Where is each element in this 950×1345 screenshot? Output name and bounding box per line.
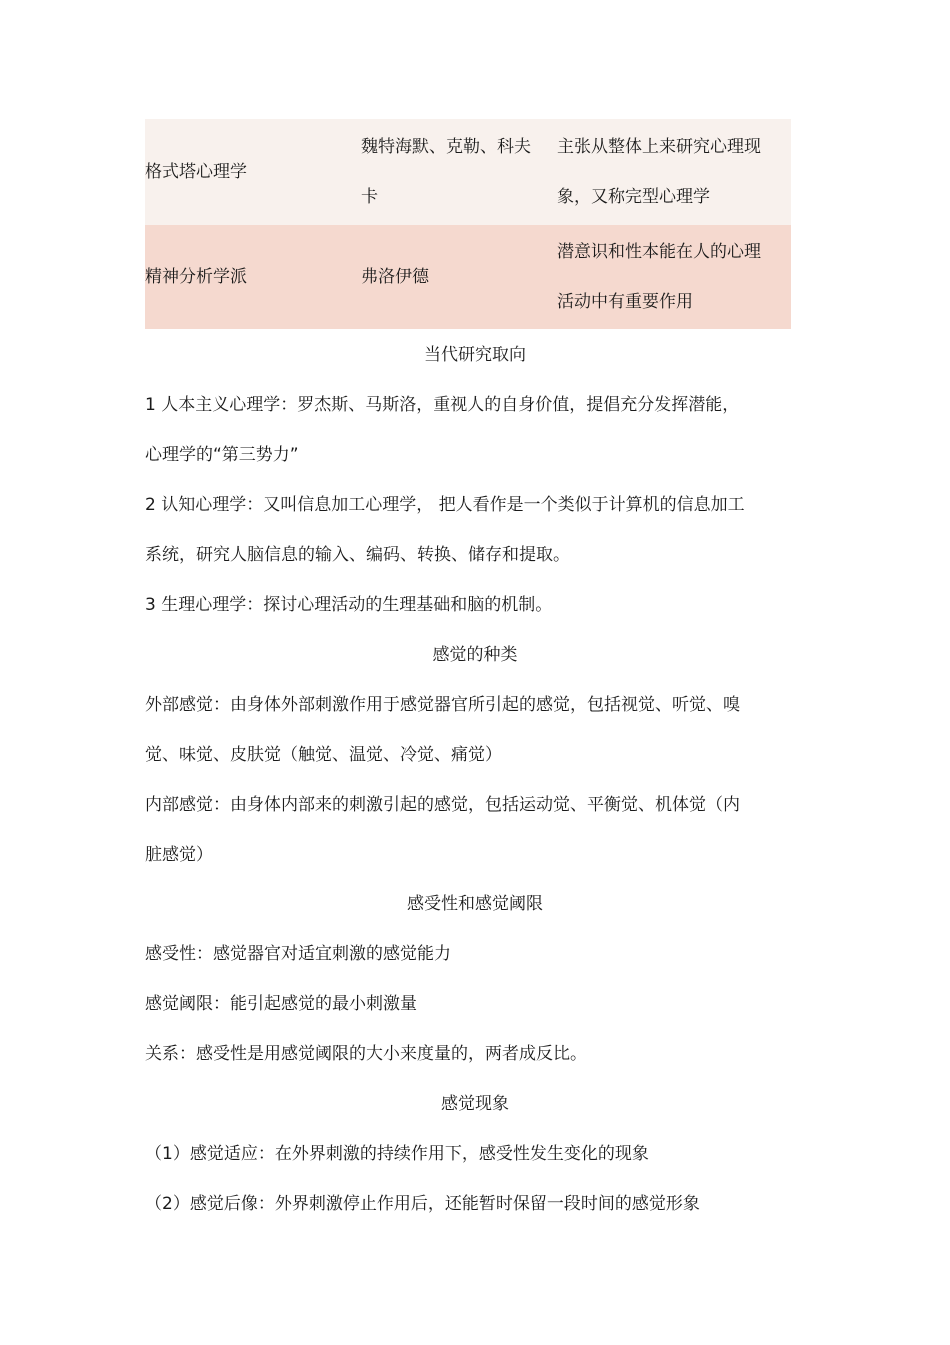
paragraph-line: 外部感觉：由身体外部刺激作用于感觉器官所引起的感觉，包括视觉、听觉、嗅 [145, 695, 740, 715]
section-heading-sensation-types: 感觉的种类 [432, 645, 518, 665]
paragraph-line: 内部感觉：由身体内部来的刺激引起的感觉，包括运动觉、平衡觉、机体觉（内 [145, 795, 740, 815]
school-name: 精神分析学派 [145, 267, 247, 287]
school-name-cell [145, 119, 361, 225]
paragraph-line: （1）感觉适应：在外界刺激的持续作用下，感受性发生变化的现象 [145, 1144, 649, 1164]
paragraph-line: 关系：感受性是用感觉阈限的大小来度量的，两者成反比。 [145, 1044, 587, 1064]
school-name: 格式塔心理学 [145, 162, 247, 182]
section-heading-sensitivity: 感受性和感觉阈限 [407, 894, 543, 914]
paragraph-line: 感觉阈限：能引起感觉的最小刺激量 [145, 994, 417, 1014]
paragraph-line: 3 生理心理学：探讨心理活动的生理基础和脑的机制。 [145, 595, 553, 615]
paragraph-line: 1 人本主义心理学：罗杰斯、马斯洛，重视人的自身价值，提倡充分发挥潜能， [145, 395, 740, 415]
representatives-line: 卡 [361, 187, 378, 207]
section-heading-modern-approaches: 当代研究取向 [424, 345, 526, 365]
paragraph-line: 觉、味觉、皮肤觉（触觉、温觉、冷觉、痛觉） [145, 745, 502, 765]
viewpoint-cell [557, 119, 791, 225]
representatives-line: 弗洛伊德 [361, 267, 429, 287]
viewpoint-line: 活动中有重要作用 [557, 292, 693, 312]
table-row [145, 225, 791, 329]
paragraph-line: （2）感觉后像：外界刺激停止作用后，还能暂时保留一段时间的感觉形象 [145, 1194, 700, 1214]
paragraph-line: 系统，研究人脑信息的输入、编码、转换、储存和提取。 [145, 545, 570, 565]
paragraph-line: 2 认知心理学：又叫信息加工心理学， 把人看作是一个类似于计算机的信息加工 [145, 495, 745, 515]
table-row [145, 119, 791, 225]
paragraph-line: 感受性：感觉器官对适宜刺激的感觉能力 [145, 944, 451, 964]
viewpoint-cell [557, 225, 791, 329]
psychology-schools-table [145, 119, 791, 329]
representatives-line: 魏特海默、克勒、科夫 [361, 137, 531, 157]
viewpoint-line: 象，又称完型心理学 [557, 187, 710, 207]
viewpoint-line: 主张从整体上来研究心理现 [557, 137, 761, 157]
section-heading-phenomena: 感觉现象 [441, 1094, 509, 1114]
viewpoint-line: 潜意识和性本能在人的心理 [557, 242, 761, 262]
representatives-cell [361, 225, 557, 329]
paragraph-line: 脏感觉） [145, 845, 213, 865]
representatives-cell [361, 119, 557, 225]
paragraph-line: 心理学的“第三势力” [145, 445, 299, 465]
school-name-cell [145, 225, 361, 329]
